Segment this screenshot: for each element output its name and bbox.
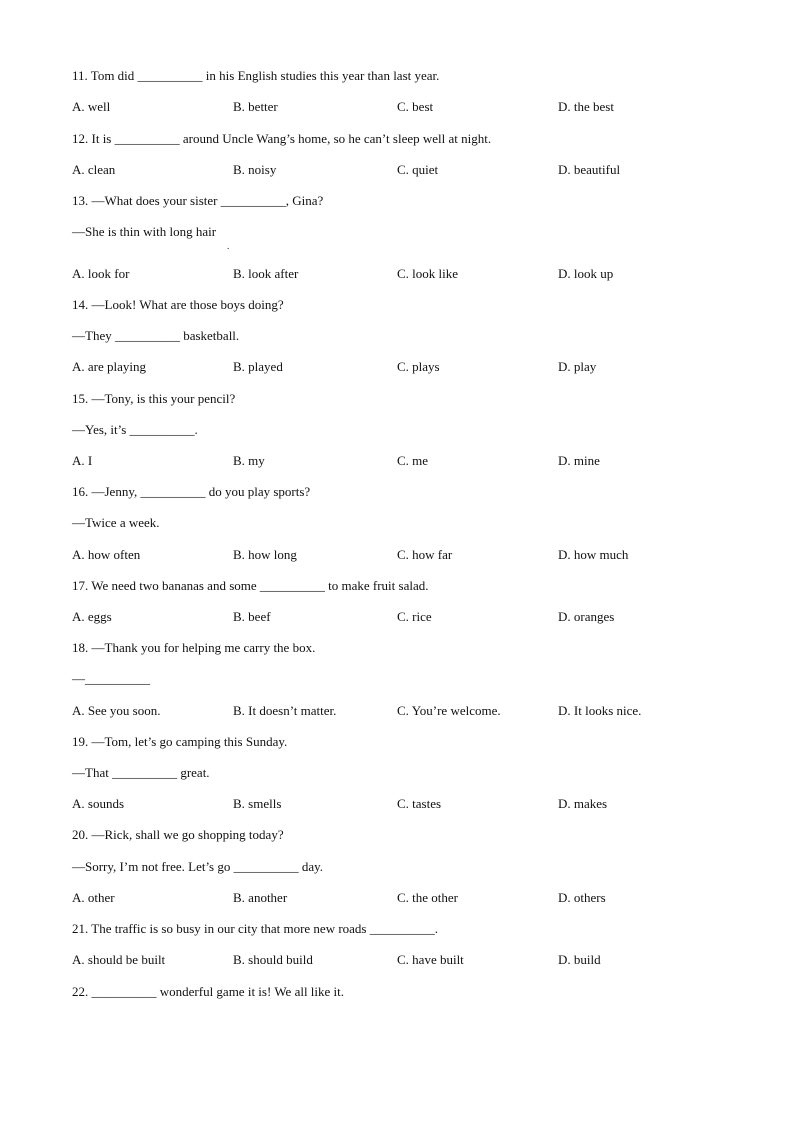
question-12-option-d: D. beautiful xyxy=(558,162,621,177)
question-13-option-d: D. look up xyxy=(558,266,614,281)
question-18-option-c: C. You’re welcome. xyxy=(397,703,501,718)
question-12-options xyxy=(72,162,732,178)
question-21-option-a: A. should be built xyxy=(72,952,166,967)
question-15-option-b: B. my xyxy=(233,453,265,468)
question-15-option-d: D. mine xyxy=(558,453,600,468)
question-17-options xyxy=(72,609,732,625)
question-20-option-a: A. other xyxy=(72,890,115,905)
question-18-options xyxy=(72,703,732,719)
question-12-option-b: B. noisy xyxy=(233,162,277,177)
question-22-stem: 22. __________ wonderful game it is! We all like it. xyxy=(72,984,345,999)
question-19-stem: 19. —Tom, let’s go camping this Sunday. xyxy=(72,734,288,749)
question-20-option-c: C. the other xyxy=(397,890,459,905)
question-17-option-b: B. beef xyxy=(233,609,271,624)
question-19-option-b: B. smells xyxy=(233,796,282,811)
question-14-option-c: C. plays xyxy=(397,359,440,374)
question-18-stem: 18. —Thank you for helping me carry the box. xyxy=(72,640,316,655)
question-17-option-a: A. eggs xyxy=(72,609,112,624)
question-13-option-c: C. look like xyxy=(397,266,459,281)
question-15-options xyxy=(72,453,732,469)
question-17-option-d: D. oranges xyxy=(558,609,615,624)
question-18-option-b: B. It doesn’t matter. xyxy=(233,703,337,718)
question-19-option-a: A. sounds xyxy=(72,796,125,811)
question-13-option-a: A. look for xyxy=(72,266,130,281)
question-14-options xyxy=(72,359,732,375)
question-14-option-b: B. played xyxy=(233,359,283,374)
question-14-stem: 14. —Look! What are those boys doing? xyxy=(72,297,284,312)
question-14-option-a: A. are playing xyxy=(72,359,147,374)
question-13-stem: 13. —What does your sister __________, Gina? xyxy=(72,193,324,208)
question-21-options xyxy=(72,952,732,968)
question-18-option-a: A. See you soon. xyxy=(72,703,161,718)
question-16-option-c: C. how far xyxy=(397,547,453,562)
question-21-option-b: B. should build xyxy=(233,952,313,967)
question-12-option-a: A. clean xyxy=(72,162,116,177)
question-12-stem: 12. It is __________ around Uncle Wang’s home, so he can’t sleep well at night. xyxy=(72,131,492,146)
question-21-option-c: C. have built xyxy=(397,952,464,967)
question-11-option-b: B. better xyxy=(233,99,278,114)
question-11-option-c: C. best xyxy=(397,99,434,114)
question-12-option-c: C. quiet xyxy=(397,162,439,177)
question-16-stem: 16. —Jenny, __________ do you play sports? xyxy=(72,484,311,499)
question-20-stem: 20. —Rick, shall we go shopping today? xyxy=(72,827,284,842)
stray-dot-mark: . xyxy=(227,241,230,251)
question-15-reply: —Yes, it’s __________. xyxy=(72,422,198,437)
question-20-option-d: D. others xyxy=(558,890,606,905)
question-17-stem: 17. We need two bananas and some __________ to make fruit salad. xyxy=(72,578,429,593)
question-11-option-d: D. the best xyxy=(558,99,614,114)
question-15-option-a: A. I xyxy=(72,453,93,468)
question-19-options xyxy=(72,796,732,812)
question-20-option-b: B. another xyxy=(233,890,288,905)
question-16-option-a: A. how often xyxy=(72,547,141,562)
question-17-option-c: C. rice xyxy=(397,609,432,624)
question-16-option-b: B. how long xyxy=(233,547,297,562)
question-13-options xyxy=(72,266,732,282)
question-20-options xyxy=(72,890,732,906)
question-18-option-d: D. It looks nice. xyxy=(558,703,642,718)
question-21-stem: 21. The traffic is so busy in our city that more new roads __________. xyxy=(72,921,438,936)
question-11-stem: 11. Tom did __________ in his English studies this year than last year. xyxy=(72,68,440,83)
question-21-option-d: D. build xyxy=(558,952,601,967)
question-13-option-b: B. look after xyxy=(233,266,299,281)
question-20-reply: —Sorry, I’m not free. Let’s go __________ day. xyxy=(72,859,324,874)
question-15-stem: 15. —Tony, is this your pencil? xyxy=(72,391,236,406)
question-16-reply: —Twice a week. xyxy=(72,515,160,530)
question-19-reply: —That __________ great. xyxy=(72,765,210,780)
question-16-options xyxy=(72,547,732,563)
question-19-option-d: D. makes xyxy=(558,796,608,811)
question-11-options xyxy=(72,99,732,115)
question-14-reply: —They __________ basketball. xyxy=(72,328,240,343)
question-11-option-a: A. well xyxy=(72,99,111,114)
question-18-reply: —__________ xyxy=(72,671,150,686)
question-13-reply: —She is thin with long hair xyxy=(72,224,217,239)
question-19-option-c: C. tastes xyxy=(397,796,442,811)
question-14-option-d: D. play xyxy=(558,359,597,374)
question-16-option-d: D. how much xyxy=(558,547,629,562)
question-15-option-c: C. me xyxy=(397,453,429,468)
